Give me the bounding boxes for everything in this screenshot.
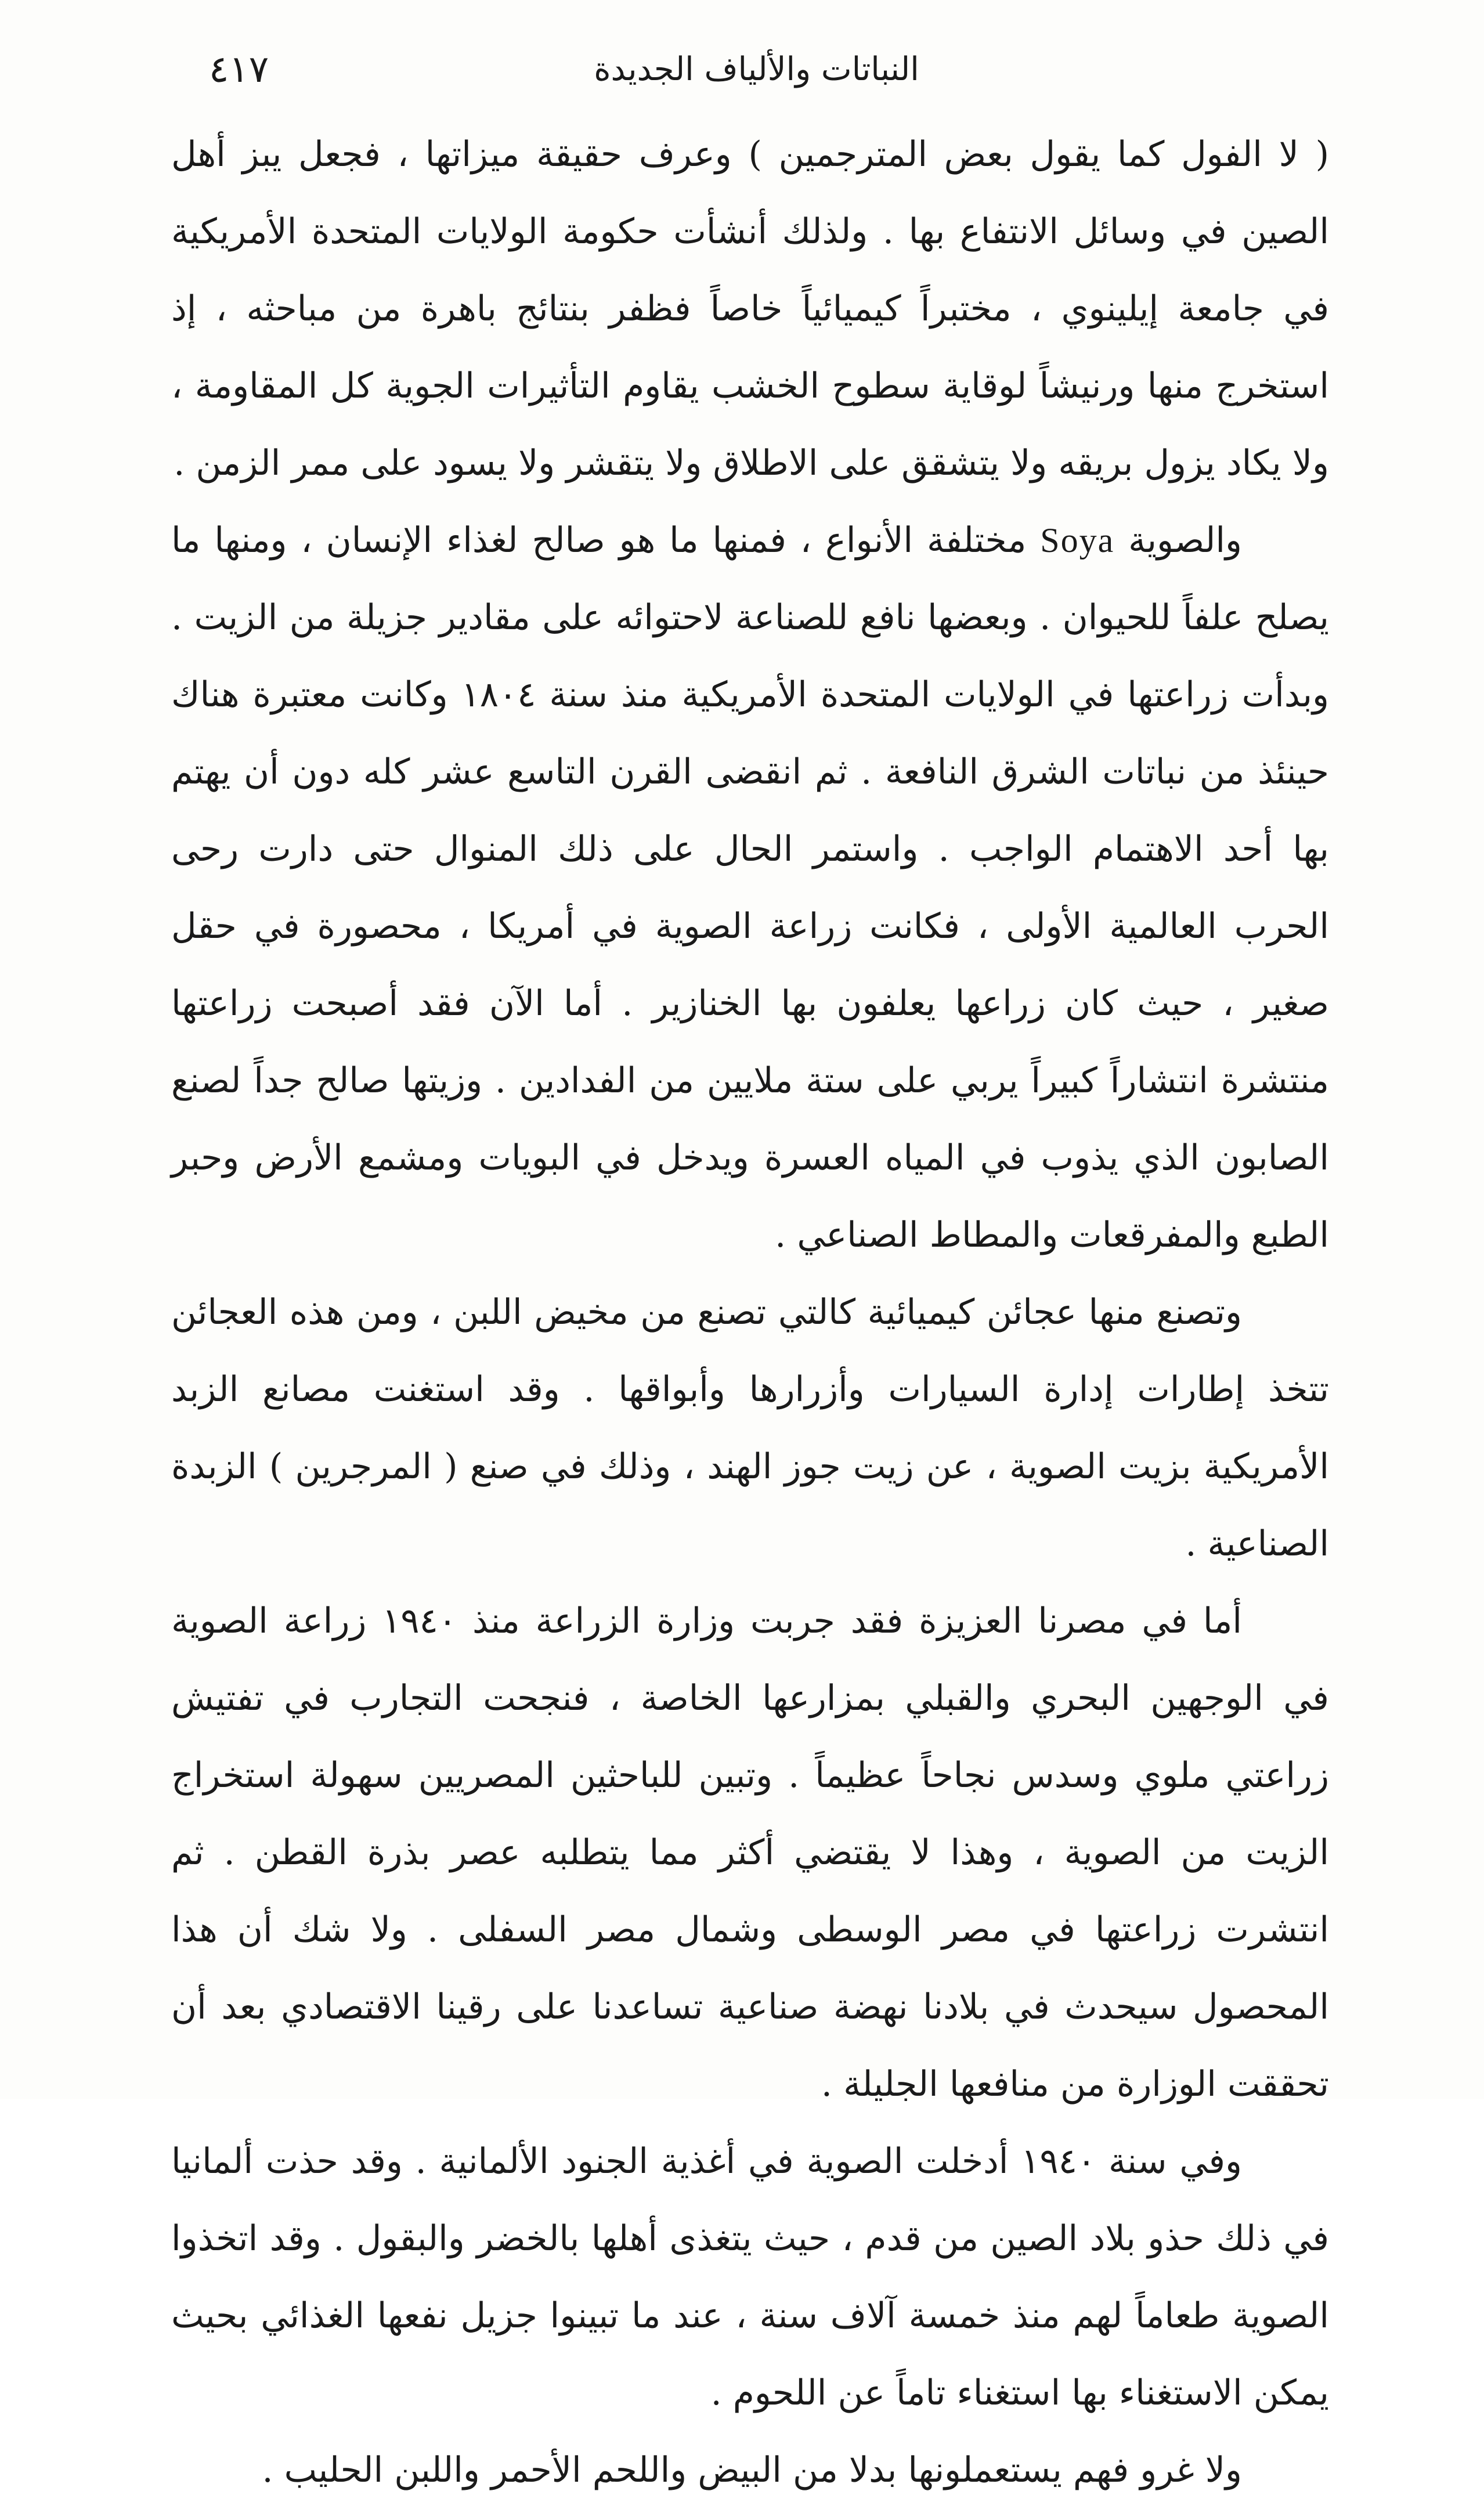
paragraph-continuation: ( لا الفول كما يقول بعض المترجمين ) وعرف حقيقة ميزاتها ، فجعل يبز أهل الصين في وسائل الانتفاع بها . ولذلك أنشأت حكومة الولايات المتحدة الأمريكية في جامعة إيلينوي ، مختبراً كيميائياً خاصاً فظفر بنتائج باهرة من مباحثه ، إذ استخرج منها ورنيشاً لوقاية سطوح الخشب يقاوم التأثيرات الجوية كل المقاومة ، ولا يكاد يزول بريقه ولا يتشقق على الاطلاق ولا يتقشر ولا يسود على ممر الزمن . — [171, 134, 1329, 483]
paragraph-closing: ولا غرو فهم يستعملونها بدلا من البيض واللحم الأحمر واللبن الحليب . — [262, 2450, 1242, 2490]
page-number: ٤١٧ — [209, 48, 269, 91]
body-text — [171, 116, 1329, 2509]
paragraph-chemical-pastes: وتصنع منها عجائن كيميائية كالتي تصنع من مخيض اللبن ، ومن هذه العجائن تتخذ إطارات إدارة السيارات وأزرارها وأبواقها . وقد استغنت مصانع الزبد الأمريكية بزيت الصوية ، عن زيت جوز الهند ، وذلك في صنع ( المرجرين ) الزبدة الصناعية . — [171, 1292, 1329, 1564]
running-title: النباتات والألياف الجديدة — [594, 50, 919, 88]
paragraph-rest: مختلفة الأنواع ، فمنها ما هو صالح لغذاء الإنسان ، ومنها ما يصلح علفاً للحيوان . وبعضها نافع للصناعة لاحتوائه على مقادير جزيلة من الزيت . وبدأت زراعتها في الولايات المتحدة الأمريكية منذ سنة ١٨٠٤ وكانت معتبرة هناك حينئذ من نباتات الشرق النافعة . ثم انقضى القرن التاسع عشر كله دون أن يهتم بها أحد الاهتمام الواجب . واستمر الحال على ذلك المنوال حتى دارت رحى الحرب العالمية الأولى ، فكانت زراعة الصوية في أمريكا ، محصورة في حقل صغير ، حيث كان زراعها يعلفون بها الخنازير . أما الآن فقد أصبحت زراعتها منتشرة انتشاراً كبيراً يربي على ستة ملايين من الفدادين . وزيتها صالح جداً لصنع الصابون الذي يذوب في المياه العسرة ويدخل في البويات ومشمع الأرض وحبر الطبع والمفرقعات والمطاط الصناعي . — [171, 520, 1329, 1255]
paragraph-soya-varieties — [171, 502, 1329, 1274]
paragraph-germany: وفي سنة ١٩٤٠ أدخلت الصوية في أغذية الجنود الألمانية . وقد حذت ألمانيا في ذلك حذو بلاد الصين من قدم ، حيث يتغذى أهلها بالخضر والبقول . وقد اتخذوا الصوية طعاماً لهم منذ خمسة آلاف سنة ، عند ما تبينوا جزيل نفعها الغذائي بحيث يمكن الاستغناء بها استغناء تاماً عن اللحوم . — [171, 2141, 1329, 2413]
paragraph-egypt: أما في مصرنا العزيزة فقد جربت وزارة الزراعة منذ ١٩٤٠ زراعة الصوية في الوجهين البحري والقبلي بمزارعها الخاصة ، فنجحت التجارب في تفتيش زراعتي ملوي وسدس نجاحاً عظيماً . وتبين للباحثين المصريين سهولة استخراج الزيت من الصوية ، وهذا لا يقتضي أكثر مما يتطلبه عصر بذرة القطن . ثم انتشرت زراعتها في مصر الوسطى وشمال مصر السفلى . ولا شك أن هذا المحصول سيحدث في بلادنا نهضة صناعية تساعدنا على رقينا الاقتصادي بعد أن تحققت الوزارة من منافعها الجليلة . — [171, 1601, 1329, 2104]
paragraph-lead: والصوية — [1128, 520, 1242, 561]
latin-term-soya: Soya — [1040, 521, 1115, 559]
page-header — [174, 41, 1339, 99]
